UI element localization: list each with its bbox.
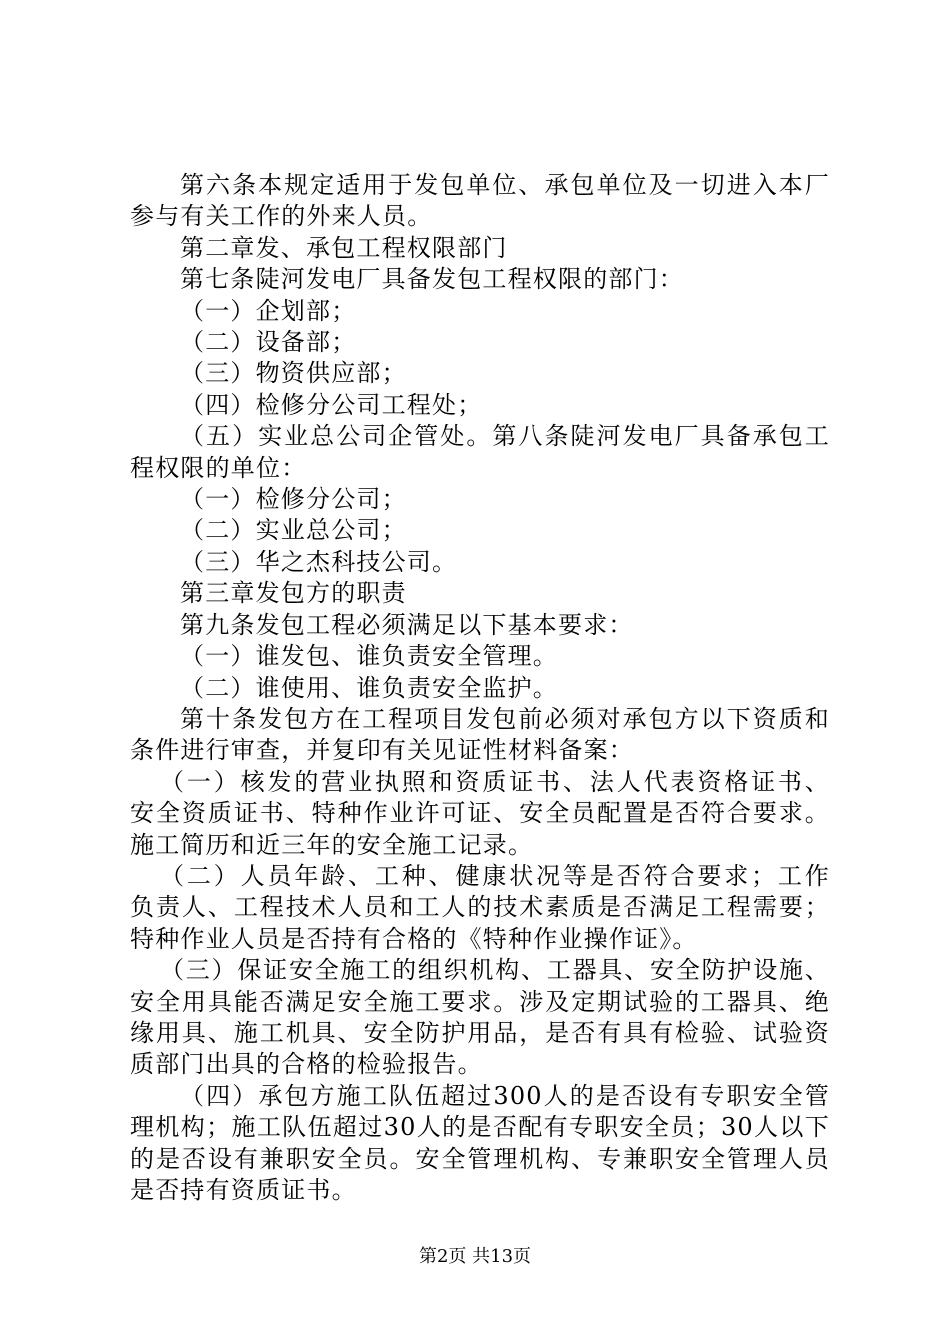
body-line: 的是否设有兼职安全员。安全管理机构、专兼职安全管理人员 bbox=[130, 1144, 830, 1173]
body-line: 参与有关工作的外来人员。 bbox=[130, 202, 433, 231]
body-line: 理机构；施工队伍超过30人的是否配有专职安全员；30人以下 bbox=[130, 1113, 830, 1142]
body-line: 条件进行审查，并复印有关见证性材料备案： bbox=[130, 736, 634, 765]
body-line: （一）谁发包、谁负责安全管理。 bbox=[180, 642, 558, 671]
body-line: （三）物资供应部； bbox=[180, 359, 407, 388]
body-line: 第二章发、承包工程权限部门 bbox=[180, 233, 508, 262]
body-line: （五）实业总公司企管处。第八条陡河发电厂具备承包工 bbox=[180, 422, 830, 451]
body-line: 缘用具、施工机具、安全防护用品，是否有具有检验、试验资 bbox=[130, 1018, 830, 1047]
body-line: （四）检修分公司工程处； bbox=[180, 390, 483, 419]
page-number-footer: 第2页 共13页 bbox=[418, 1246, 532, 1267]
body-line: 第三章发包方的职责 bbox=[180, 579, 407, 608]
body-line: 第九条发包工程必须满足以下基本要求： bbox=[180, 610, 634, 639]
body-line: （二）实业总公司； bbox=[180, 516, 407, 545]
body-line: （二）设备部； bbox=[180, 328, 357, 357]
body-line: （一）企划部； bbox=[180, 296, 357, 325]
body-line: （四）承包方施工队伍超过300人的是否设有专职安全管 bbox=[180, 1081, 830, 1110]
body-line: 安全用具能否满足安全施工要求。涉及定期试验的工器具、绝 bbox=[130, 987, 830, 1016]
body-line: 质部门出具的合格的检验报告。 bbox=[130, 1050, 483, 1079]
body-line: （三）华之杰科技公司。 bbox=[180, 547, 458, 576]
body-line: 是否持有资质证书。 bbox=[130, 1176, 357, 1204]
body-line: （二）人员年龄、工种、健康状况等是否符合要求；工作 bbox=[160, 861, 830, 890]
body-line: 第十条发包方在工程项目发包前必须对承包方以下资质和 bbox=[180, 704, 830, 733]
body-line: 施工简历和近三年的安全施工记录。 bbox=[130, 830, 534, 859]
body-line: 第六条本规定适用于发包单位、承包单位及一切进入本厂 bbox=[180, 171, 830, 199]
document-body bbox=[130, 170, 830, 1206]
body-line: （三）保证安全施工的组织机构、工器具、安全防护设施、 bbox=[160, 956, 830, 985]
body-line: 程权限的单位： bbox=[130, 453, 307, 482]
body-line: （一）检修分公司； bbox=[180, 485, 407, 514]
body-line: 特种作业人员是否持有合格的《特种作业操作证》。 bbox=[130, 924, 698, 953]
body-line: 负责人、工程技术人员和工人的技术素质是否满足工程需要； bbox=[130, 893, 830, 922]
body-line: （一）核发的营业执照和资质证书、法人代表资格证书、 bbox=[160, 767, 830, 796]
body-line: 第七条陡河发电厂具备发包工程权限的部门： bbox=[180, 265, 684, 294]
body-line: 安全资质证书、特种作业许可证、安全员配置是否符合要求。 bbox=[130, 799, 830, 828]
body-line: （二）谁使用、谁负责安全监护。 bbox=[180, 673, 558, 702]
